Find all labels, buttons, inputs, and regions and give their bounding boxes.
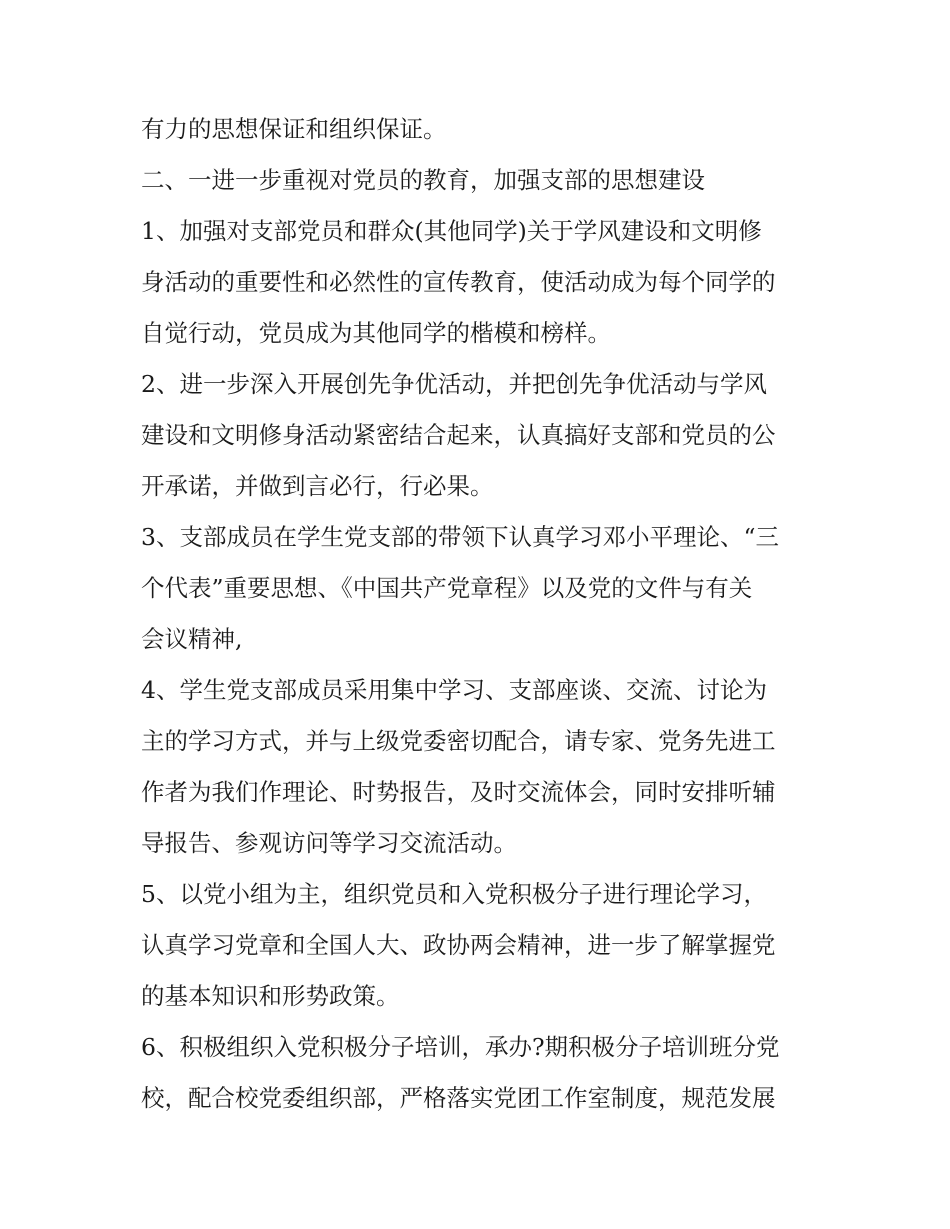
section-heading: 二、一进一步重视对党员的教育，加强支部的思想建设 bbox=[141, 166, 705, 194]
text-line: 有力的思想保证和组织保证。 bbox=[141, 115, 447, 143]
text-line: 自觉行动，党员成为其他同学的楷模和榜样。 bbox=[141, 319, 611, 347]
text-line: 校，配合校党委组织部，严格落实党团工作室制度，规范发展 bbox=[141, 1084, 776, 1112]
text-line: 2、进一步深入开展创先争优活动，并把创先争优活动与学风 bbox=[141, 370, 767, 398]
text-line: 作者为我们作理论、时势报告，及时交流体会，同时安排听辅 bbox=[141, 778, 776, 806]
text-line: 5、以党小组为主，组织党员和入党积极分子进行理论学习， bbox=[141, 880, 767, 908]
text-line: 导报告、参观访问等学习交流活动。 bbox=[141, 829, 517, 857]
text-line: 会议精神, bbox=[141, 625, 243, 653]
text-line: 认真学习党章和全国人大、政协两会精神，进一步了解掌握党 bbox=[141, 931, 776, 959]
text-line: 个代表”重要思想、《中国共产党章程》以及党的文件与有关 bbox=[141, 574, 753, 602]
text-line: 主的学习方式，并与上级党委密切配合，请专家、党务先进工 bbox=[141, 727, 776, 755]
text-line: 6、积极组织入党积极分子培训，承办?期积极分子培训班分党 bbox=[141, 1033, 780, 1061]
text-line: 建设和文明修身活动紧密结合起来，认真搞好支部和党员的公 bbox=[141, 421, 776, 449]
text-line: 的基本知识和形势政策。 bbox=[141, 982, 400, 1010]
text-line: 1、加强对支部党员和群众(其他同学)关于学风建设和文明修 bbox=[141, 217, 762, 245]
text-line: 身活动的重要性和必然性的宣传教育，使活动成为每个同学的 bbox=[141, 268, 776, 296]
text-line: 4、学生党支部成员采用集中学习、支部座谈、交流、讨论为 bbox=[141, 676, 767, 704]
text-line: 开承诺，并做到言必行，行必果。 bbox=[141, 472, 494, 500]
text-line: 3、支部成员在学生党支部的带领下认真学习邓小平理论、“三 bbox=[141, 523, 779, 551]
document-body bbox=[141, 107, 831, 1127]
